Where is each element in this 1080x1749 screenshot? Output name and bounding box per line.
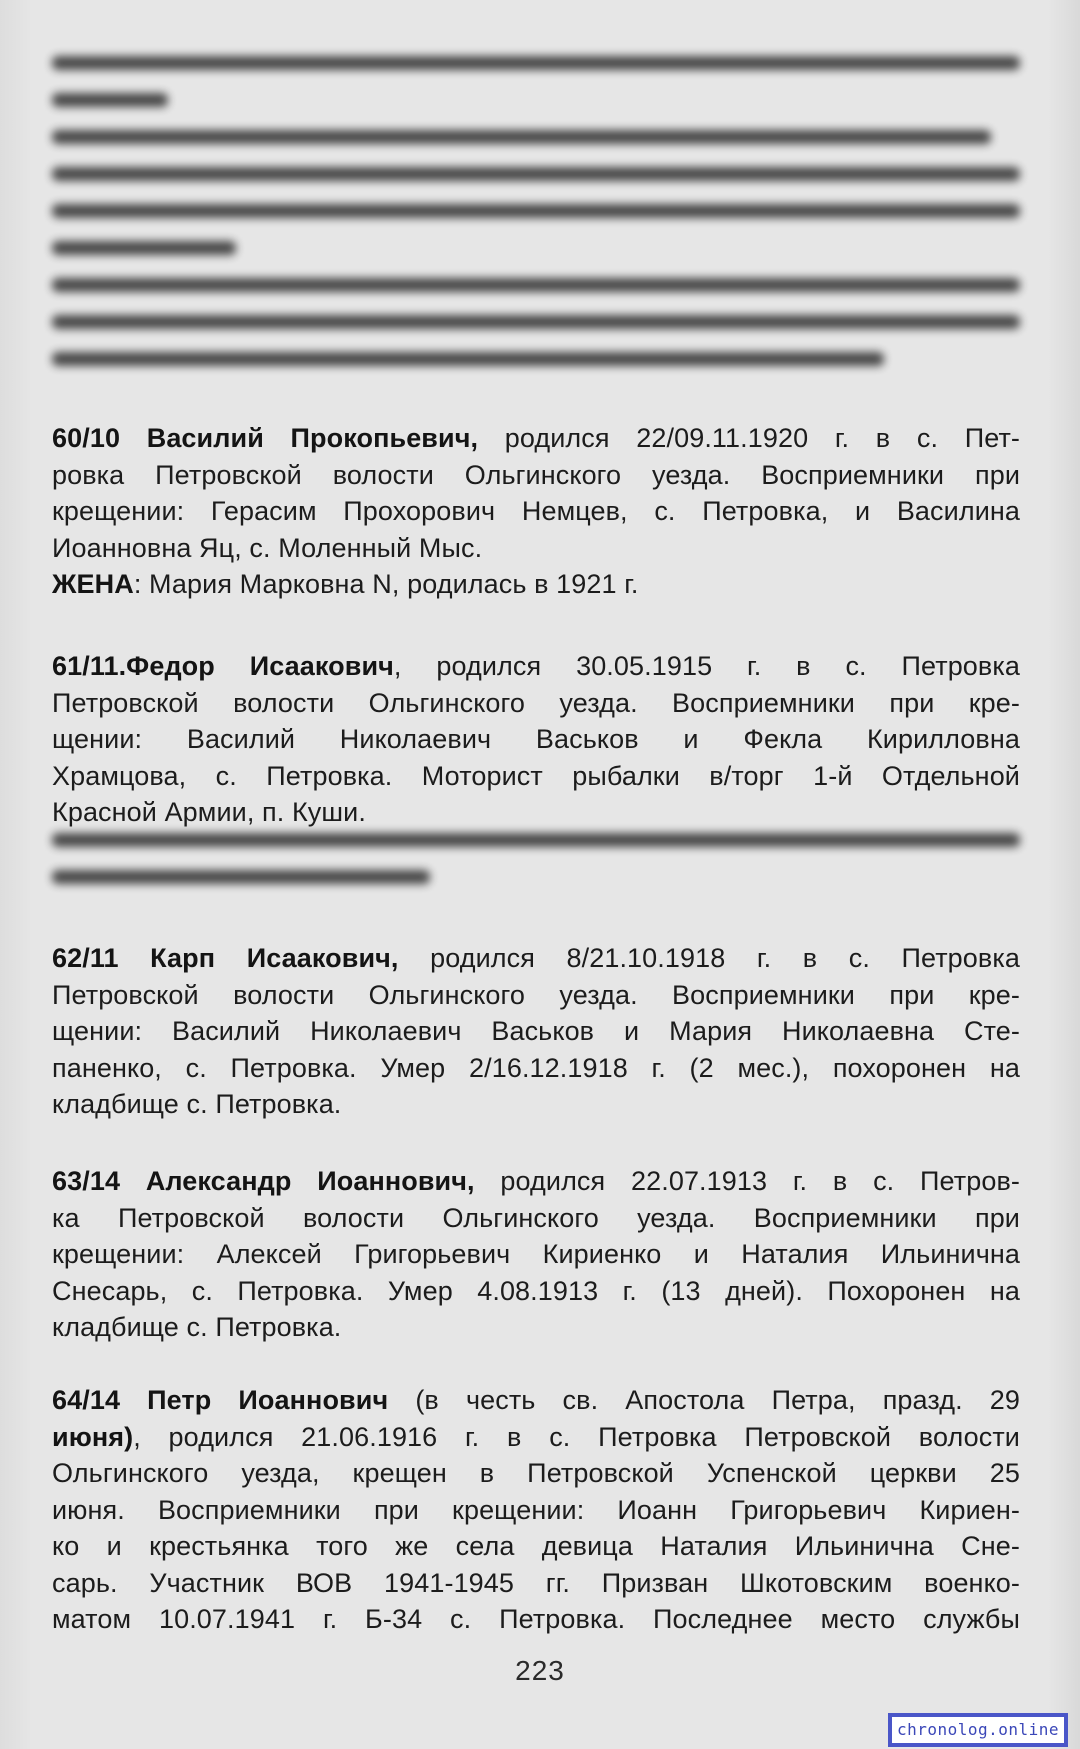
entry-63-14-line-1: 63/14 Александр Иоаннович, родился 22.07.1913 г. в с. Петров- [52,1166,1020,1196]
page-number: 223 [515,1655,565,1686]
entry-60-10-wife: ЖЕНА: Мария Марковна N, родилась в 1921 г. [52,569,639,599]
entry-62-11-line-3: щении: Василий Николаевич Васьков и Мария Николаевна Сте- [52,1016,1020,1046]
entry-61-11 [52,648,1020,831]
entry-60-10-line-1: 60/10 Василий Прокопьевич, родился 22/09.11.1920 г. в с. Пет- [52,423,1021,453]
entry-64-14-line-3: Ольгинского уезда, крещен в Петровской Успенской церкви 25 [52,1458,1020,1488]
blurred-paragraph-middle [52,833,1020,907]
entry-64-14-heading: 64/14 Петр Иоаннович [52,1385,389,1415]
entry-63-14-line-5: кладбище с. Петровка. [52,1312,342,1342]
entry-63-14-heading: 63/14 Александр Иоаннович, [52,1166,475,1196]
entry-60-10-line-3: крещении: Герасим Прохорович Немцев, с. Петровка, и Василина Иоанновна Яц, с. Моленный Мыс. [52,496,1020,563]
wife-label: ЖЕНА [52,569,134,599]
entry-64-14-line-1: 64/14 Петр Иоаннович (в честь св. Апостола Петра, празд. 29 [52,1385,1021,1415]
entry-61-11-line-4: Храмцова, с. Петровка. Моторист рыбалки в/торг 1-й Отдельной [52,760,1020,791]
entry-64-14-line-5: ко и крестьянка того же села девица Наталия Ильинична Сне- [52,1531,1020,1561]
watermark-badge [888,1713,1068,1747]
entry-63-14-line-4: Снесарь, с. Петровка. Умер 4.08.1913 г. (13 дней). Похоронен на [52,1275,1020,1306]
entry-62-11-line-2: Петровской волости Ольгинского уезда. Восприемники при кре- [52,979,1020,1010]
entry-61-11-line-1: 61/11.Федор Исаакович, родился 30.05.1915 г. в с. Петровка [52,651,1020,681]
entry-60-10-heading: 60/10 Василий Прокопьевич, [52,423,479,453]
entry-63-14-line-2: ка Петровской волости Ольгинского уезда. Восприемники при [52,1202,1020,1233]
entry-62-11 [52,940,1020,1123]
watermark-text: chronolog.online [892,1717,1064,1743]
entry-64-14-line-6: сарь. Участник ВОВ 1941-1945 гг. Призван Шкотовским военко- [52,1567,1020,1598]
entry-60-10-line-2: ровка Петровской волости Ольгинского уезда. Восприемники при [52,459,1020,490]
entry-61-11-heading: 61/11.Федор Исаакович [52,651,394,681]
entry-61-11-line-3: щении: Василий Николаевич Васьков и Фекла Кирилловна [52,724,1020,754]
entry-63-14-line-3: крещении: Алексей Григорьевич Кириенко и Наталия Ильинична [52,1239,1020,1269]
entry-61-11-line-5: Красной Армии, п. Куши. [52,797,366,827]
entry-62-11-line-4: паненко, с. Петровка. Умер 2/16.12.1918 г. (2 мес.), похоронен на [52,1052,1020,1083]
entry-61-11-line-2: Петровской волости Ольгинского уезда. Восприемники при кре- [52,687,1020,718]
entry-64-14 [52,1382,1020,1638]
entry-64-14-line-7: матом 10.07.1941 г. Б-34 с. Петровка. Последнее место службы [52,1604,1020,1634]
entry-63-14 [52,1163,1020,1346]
entry-62-11-line-1: 62/11 Карп Исаакович, родился 8/21.10.1918 г. в с. Петровка [52,943,1020,973]
entry-62-11-line-5: кладбище с. Петровка. [52,1089,342,1119]
entry-64-14-line-2: июня), родился 21.06.1916 г. в с. Петровка Петровской волости [52,1421,1020,1452]
entry-62-11-heading: 62/11 Карп Исаакович, [52,943,399,973]
blurred-paragraph-top [52,56,1020,389]
entry-64-14-line-4: июня. Восприемники при крещении: Иоанн Григорьевич Кириен- [52,1494,1020,1525]
entry-60-10 [52,420,1020,603]
